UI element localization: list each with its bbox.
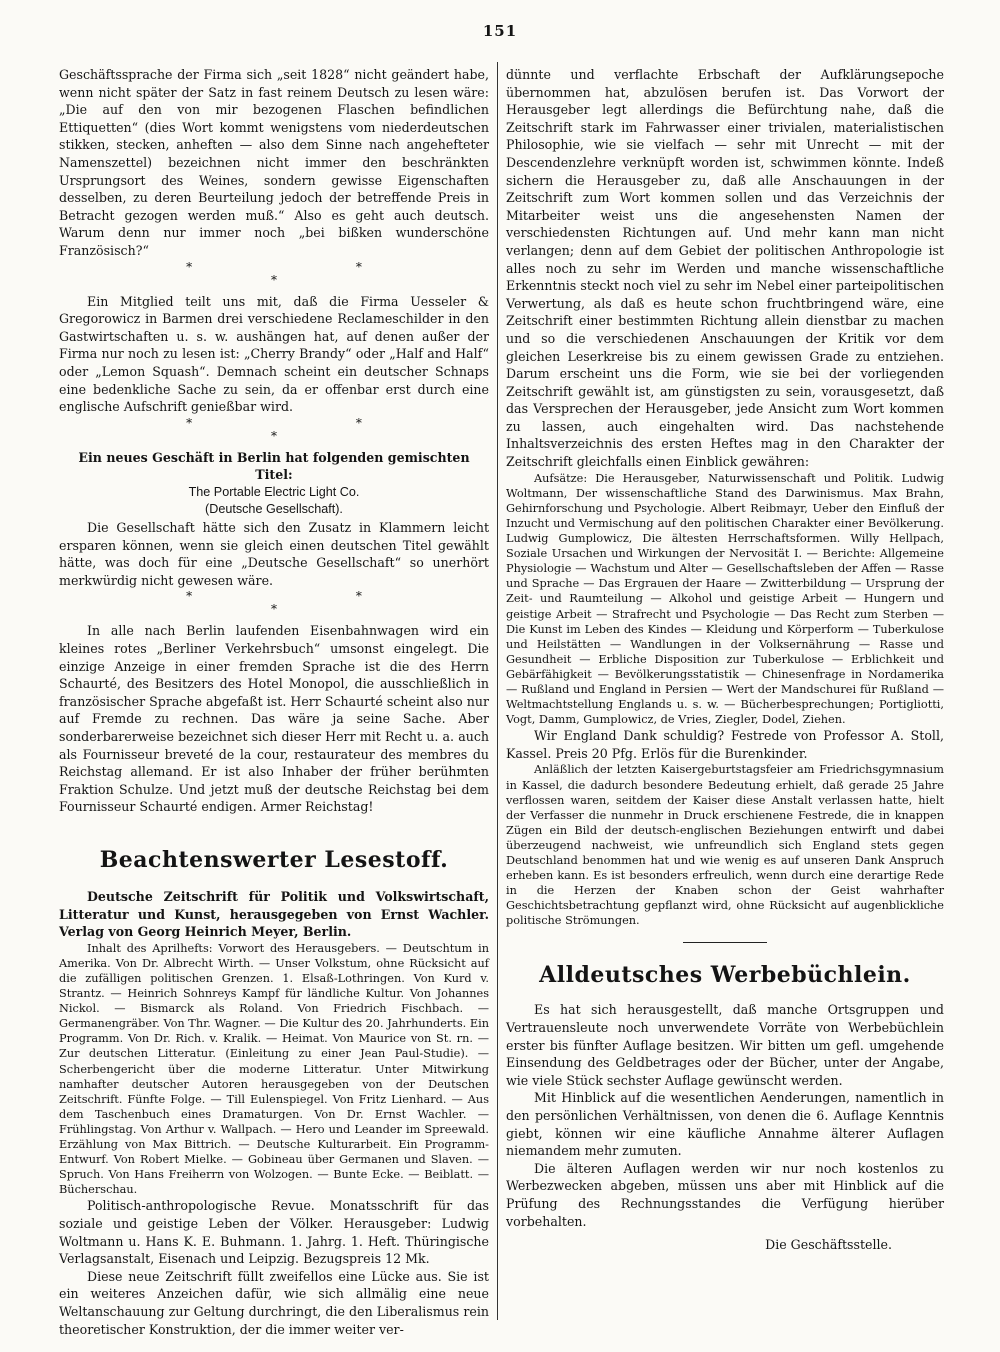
section-heading-lesestoff: Beachtenswerter Lesestoff. <box>99 846 449 873</box>
section-separator-stars: * * * <box>186 259 442 287</box>
paragraph-anthropologische-revue: Politisch-anthropologische Revue. Monatsschrift für das soziale und geistige Leben der Völker. Herausgeber: Ludwig Woltmann u. Hans K. E. Buhmann. 1. Jahrg. 1. Heft. Thüringische Verlagsanstalt, Eisenach und Leipzig. Bezugspreis 12 Mk. <box>59 1198 489 1267</box>
paragraph-schnaps-firma-continued: Geschäftssprache der Firma sich „seit 1828“ nicht geändert habe, wenn nicht später der Satz in fast reinem Deutsch zu lesen wäre: „Die auf den von mir bezogenen Flaschen befindlichen Ettiquetten“ (dies Wort kommt wenigstens vom niederdeutschen stikken, stecken, anheften — also dem Sinne nach angehefteter Namenszettel) bezeichnen nicht immer den beschränkten Ursprungsort des Weines, sondern gewisse Eigenschaften desselben, zu deren Beurteilung jedoch der betreffende Preis in Betracht gezogen werden muß.“ Also es geht auch deutsch. Warum denn nur immer noch „bei bißken wunderschöne Französisch?“ <box>59 67 489 258</box>
paragraph-gesellschaft-zusatz: Die Gesellschaft hätte sich den Zusatz in Klammern leicht ersparen können, wenn sie gleich einen deutschen Titel gewählt hätte, was doch für eine „Deutsche Gesellschaft“ so unerhört merkwürdig nicht gewesen wäre. <box>59 520 489 588</box>
paragraph-deutsche-zeitschrift: Deutsche Zeitschrift für Politik und Volkswirtschaft, Litteratur und Kunst, herausgegeben von Ernst Wachler. Verlag von Georg Heinrich Meyer, Berlin. <box>59 888 489 940</box>
section-heading-werbebuechlein: Alldeutsches Werbebüchlein. <box>539 962 911 989</box>
section-separator-stars: * * * <box>186 415 442 443</box>
company-title-line-1: The Portable Electric Light Co. <box>188 484 360 499</box>
paragraph-neue-zeitschrift: Diese neue Zeitschrift füllt zweifellos eine Lücke aus. Sie ist ein weiteres Anzeichen dafür, wie sich allmälig eine neue Weltanschauung zur Geltung durchringt, die den Liberalismus rein theoretischer Konstruktion, der die immer weiter ver- <box>59 1268 489 1337</box>
paragraph-inhalt-aprilheft: Inhalt des Aprilhefts: Vorwort des Herausgebers. — Deutschtum in Amerika. Von Dr. Albrecht Wirth. — Unser Volkstum, ohne Rücksicht auf die zufälligen politischen Grenzen. 1. Elsaß-Lothringen. Von Kurd v. Strantz. — Heinrich Sohnreys Kampf für ländliche Kultur. Von Johannes Nickol. — Bismarck als Roland. Von Friedrich Fischbach. — Germanengräber. Von Thr. Wagner. — Die Kultur des 20. Jahrhunderts. Ein Programm. Von Dr. Rich. v. Kralik. — Heimat. Von Maurice von St. rn. — Zur deutschen Litteratur. (Einleitung zu einer Jean Paul-Studie). — Scherbengericht über die moderne Litteratur. Unter Mitwirkung namhafter deutscher Autoren herausgegeben von der Deutschen Zeitschrift. Fünfte Folge. — Till Eulenspiegel. Von Fritz Lienhard. — Aus dem Taschenbuch eines Dramaturgen. Von Dr. Ernst Wachler. — Frühlingstag. Von Arthur v. Wallpach. — Hero und Leander im Spreewald. Erzählung von Max Bittrich. — Deutsche Kulturarbeit. Ein Programm-Entwurf. Von Robert Mielke. — Gobineau über Germanen und Slaven. — Spruch. Von Hans Freiherrn von Wolzogen. — Bunte Ecke. — Beiblatt. — Bücherschau. <box>59 941 489 1197</box>
column-divider <box>497 62 498 1320</box>
section-divider-line <box>683 942 767 943</box>
paragraph-aeltere-auflagen: Die älteren Auflagen werden wir nur noch kostenlos zu Werbezwecken abgeben, müssen uns aber mit Hinblick auf die Prüfung des Rechnungsstandes die Verfügung hierüber vorbehalten. <box>506 1160 944 1229</box>
paragraph-zeitschrift-continued: dünnte und verflachte Erbschaft der Aufklärungsepoche übernommen hat, abzulösen berufen ist. Das Vorwort der Herausgeber legt allerdings die Befürchtung nahe, daß die Zeitschrift stark im Fahrwasser einer trivialen, materialistischen Philosophie, wie sie vielfach — sehr mit Unrecht — mit der Descendenzlehre verknüpft worden ist, schwimmen könnte. Indeß sichern die Herausgeber zu, daß alle Anschauungen in der Zeitschrift zum Wort kommen sollen und das Verzeichnis der Mitarbeiter weist uns die angesehensten Namen der verschiedensten Richtungen auf. Und mehr kann man nicht verlangen; denn auf dem Gebiet der politischen Anthropologie ist alles noch zu sehr im Werden und manche wissenschaftliche Erkenntnis steckt noch viel zu sehr im Nebel einer parteipolitischen Verwertung, als daß es heute schon fruchtbringend wäre, eine Zeitschrift einer bestimmten Richtung allein dienstbar zu machen und so die verschiedenen Anschauungen der Kritik vor dem gleichen Leserkreise bis zu einem gewissen Grade zu entziehen. Darum erscheint uns die Form, wie sie bei der vorliegenden Zeitschrift gewählt ist, am günstigsten zu sein, vorausgesetzt, daß das Versprechen der Herausgeber, jede Ansicht zum Wort kommen zu lassen, auch eingehalten wird. Das nachstehende Inhaltsverzeichnis des ersten Heftes mag in den Charakter der Zeitschrift gleichfalls einen Einblick gewähren: <box>506 67 944 470</box>
paragraph-england-dank: Wir England Dank schuldig? Festrede von Professor A. Stoll, Kassel. Preis 20 Pfg. Erlös für die Burenkinder. <box>506 728 944 761</box>
paragraph-verkehrsbuch: In alle nach Berlin laufenden Eisenbahnwagen wird ein kleines rotes „Berliner Verkehrsbuch“ umsonst eingelegt. Die einzige Anzeige in einer fremden Sprache ist die des Herrn Schaurté, des Besitzers des Hotel Monopol, die ausschließlich in französischer Sprache abgefaßt ist. Herr Schaurté scheint also nur auf Fremde zu rechnen. Das wäre ja seine Sache. Aber sonderbarerweise bezeichnet sich dieser Herr mit Recht u. a. auch als Fournisseur breveté de la cour, restaurateur des membres du Reichstag allemand. Er ist also Inhaber der früher berühmten Fraktion Schulze. Und jetzt muß der deutsche Reichstag bei dem Fournisseur Schaurté endigen. Armer Reichstag! <box>59 623 489 815</box>
paragraph-inhaltsverzeichnis: Aufsätze: Die Herausgeber, Naturwissenschaft und Politik. Ludwig Woltmann, Der wissenschaftliche Stand des Darwinismus. Max Brahn, Gehirnforschung und Psychologie. Albert Reibmayr, Ueber den Einfluß der Inzucht und Vermischung auf den politischen Charakter einer Bevölkerung. Ludwig Gumplowicz, Die ältesten Herrschaftsformen. Willy Hellpach, Soziale Ursachen und Wirkungen der Nervosität I. — Berichte: Allgemeine Physiologie — Wachstum und Alter — Gesellschaftsleben der Affen — Rasse und Sprache — Das Ergrauen der Haare — Zwitterbildung — Ursprung der Zeit- und Raumteilung — Alkohol und geistige Arbeit — Hungern und geistige Arbeit — Strafrecht und Psychologie — Das Recht zum Sterben — Die Kunst im Leben des Kindes — Kleidung und Körperform — Tuberkulose und Heilstätten — Wandlungen in der Volksernährung — Rasse und Gesundheit — Erbliche Disposition zur Tuberkulose — Erblichkeit und Gebärfähigkeit — Bevölkerungsstatistik — Chinesenfrage in Nordamerika — Rußland und England in Persien — Wert der Mandschurei für Rußland — Weltmachtstellung Englands u. s. w. — Bücherbesprechungen; Portigliotti, Vogt, Damm, Gumplowicz, de Vries, Ziegler, Dodel, Ziehen. <box>506 471 944 727</box>
paragraph-neues-geschaeft-intro: Ein neues Geschäft in Berlin hat folgenden gemischten Titel: <box>78 449 470 483</box>
signature-geschaeftsstelle: Die Geschäftsstelle. <box>765 1237 892 1253</box>
paragraph-festrede: Anläßlich der letzten Kaisergeburtstagsfeier am Friedrichsgymnasium in Kassel, die dadurch besondere Bedeutung erhielt, daß gerade 25 Jahre verflossen waren, seitdem der Kaiser diese Anstalt verlassen hatte, hielt der Verfasser die nunmehr in Druck erschienene Festrede, die in knappen Zügen ein Bild der deutsch-englischen Beziehungen entwirft und dabei überzeugend nachweist, wie unfreundlich sich England stets gegen Deutschland benommen hat und wie wenig es auf unseren Dank Anspruch erheben kann. Es ist besonders erfreulich, wenn durch eine derartige Rede in die Herzen der Knaben schon der Geist wahrhafter Geschichtsbetrachtung gepflanzt wird, ohne Rücksicht auf augenblickliche politische Strömungen. <box>506 763 944 928</box>
page-number: 151 <box>482 22 518 40</box>
section-separator-stars: * * * <box>186 589 442 617</box>
right-column <box>506 66 944 1328</box>
paragraph-aenderungen: Mit Hinblick auf die wesentlichen Aenderungen, namentlich in den persönlichen Verhältnissen, von denen die 6. Auflage Kenntnis giebt, können wir eine käufliche Annahme älterer Auflagen niemandem mehr zumuten. <box>506 1090 944 1159</box>
paragraph-werbebuechlein-vorraete: Es hat sich herausgestellt, daß manche Ortsgruppen und Vertrauensleute noch unverwendete Vorräte von Werbebüchlein erster bis fünfter Auflage besitzen. Wir bitten um gefl. umgehende Einsendung des Geldbetrages oder der Bücher, unter der Angabe, wie viele Stück sechster Auflage gewünscht werden. <box>506 1002 944 1088</box>
company-title-line-2: (Deutsche Gesellschaft). <box>205 502 343 517</box>
left-column <box>59 66 489 1337</box>
paragraph-reclameschilder: Ein Mitglied teilt uns mit, daß die Firma Uesseler & Gregorowicz in Barmen drei verschiedene Reclameschilder in den Gastwirtschaften u. s. w. aushängen hat, auf denen außer der Firma nur noch zu lesen ist: „Cherry Brandy“ oder „Half and Half“ oder „Lemon Squash“. Demnach scheint ein deutscher Schnaps eine bedenkliche Sache zu sein, da er offenbar erst durch eine englische Aufschrift genießbar wird. <box>59 293 489 415</box>
